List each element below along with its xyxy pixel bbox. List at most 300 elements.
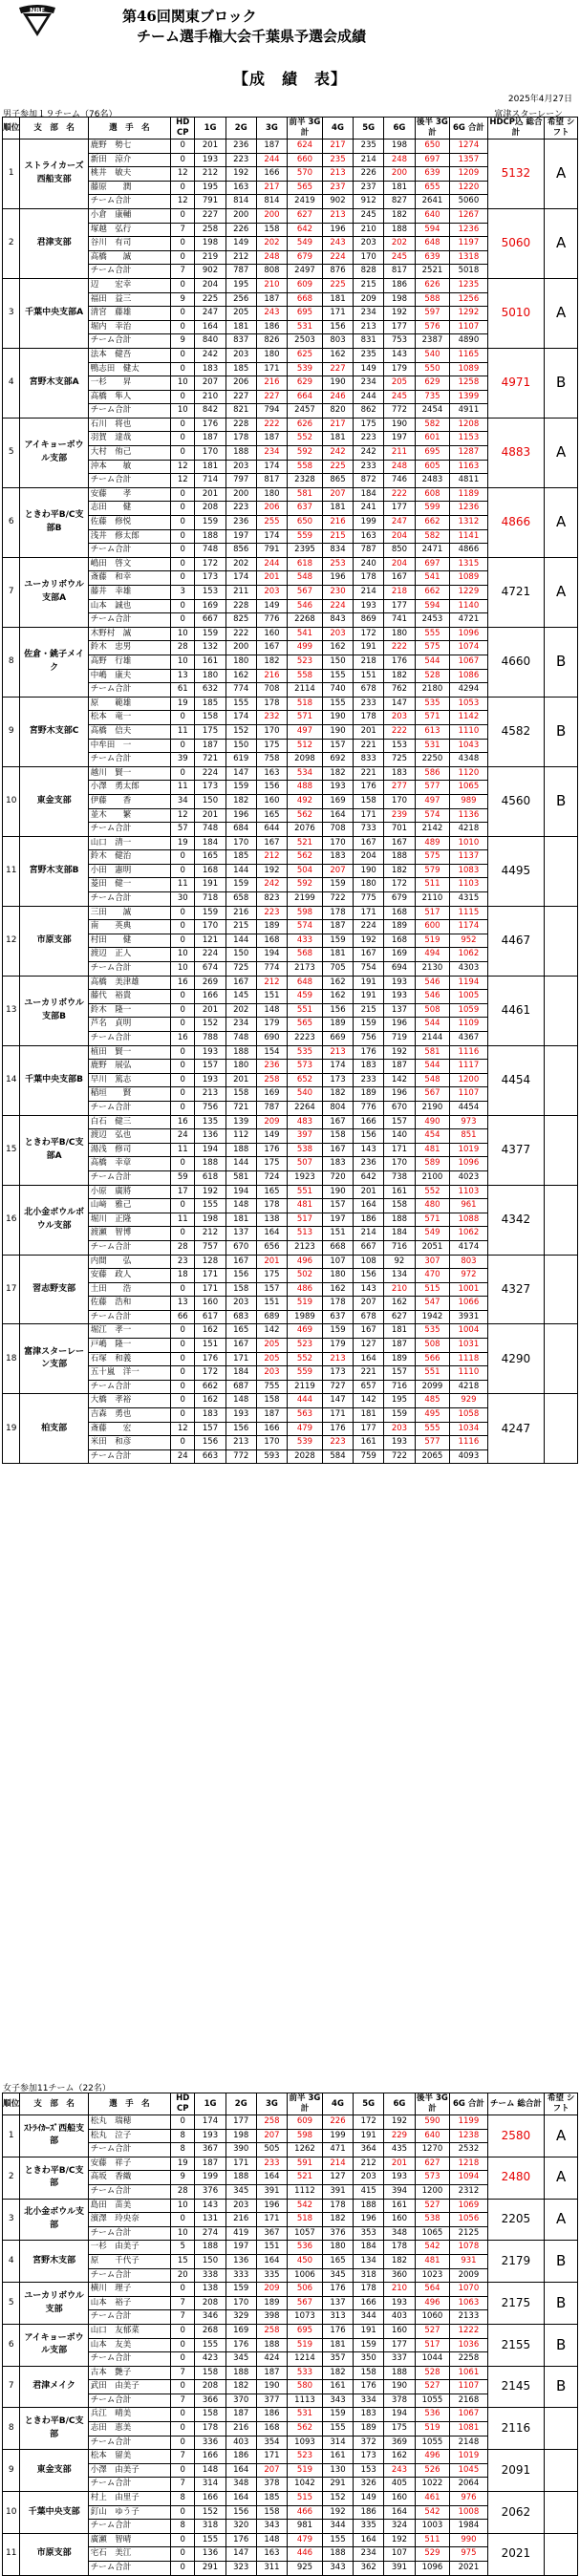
team-rank: 16	[3, 1185, 20, 1255]
score-cell: 233	[354, 460, 384, 474]
score-cell: 162	[322, 1282, 353, 1297]
score-cell: 1274	[450, 140, 487, 154]
score-cell: 243	[256, 307, 287, 321]
score-cell: 405	[384, 2478, 415, 2492]
score-cell: 180	[226, 655, 256, 669]
score-cell: 229	[384, 2129, 415, 2143]
team-grand-total: 2175	[487, 2283, 545, 2325]
score-cell: 242	[195, 348, 226, 362]
player-name: 吉森 勇也	[88, 1408, 170, 1423]
score-cell: 0	[171, 487, 195, 502]
col-header-branch: 支 部 名	[20, 2093, 88, 2115]
score-cell: 788	[195, 1032, 226, 1046]
score-cell: 0	[171, 2213, 195, 2227]
player-name: 藤原 潤	[88, 181, 170, 195]
score-cell: 181	[322, 2338, 353, 2352]
score-cell: 158	[195, 2366, 226, 2380]
score-cell: 216	[256, 669, 287, 683]
score-cell: 161	[354, 1436, 384, 1450]
team-rank: 13	[3, 976, 20, 1045]
score-cell: 461	[415, 2492, 450, 2506]
preferred-shift	[545, 976, 578, 1045]
score-cell: 527	[415, 2324, 450, 2338]
score-cell: 219	[195, 250, 226, 265]
col-header-g1: 1G	[195, 118, 226, 140]
score-cell: 161	[384, 1185, 415, 1199]
score-cell: 0	[171, 1436, 195, 1450]
score-cell: 167	[226, 1339, 256, 1353]
team-branch-name: 市原支部	[20, 2533, 88, 2575]
score-cell: 186	[384, 278, 415, 292]
score-cell: 181	[384, 1324, 415, 1339]
player-name: 法本 健吾	[88, 348, 170, 362]
score-cell: 176	[322, 2324, 353, 2338]
score-cell: 1067	[450, 2408, 487, 2422]
score-cell: 1107	[450, 1087, 487, 1102]
score-cell: 2395	[288, 544, 323, 558]
score-cell: 318	[354, 2268, 384, 2283]
score-cell: 203	[384, 1422, 415, 1436]
score-cell: 1083	[450, 864, 487, 878]
score-cell: 202	[226, 1003, 256, 1018]
score-cell: 162	[322, 348, 353, 362]
score-cell: 224	[195, 948, 226, 962]
score-cell: 565	[288, 181, 323, 195]
score-cell: 211	[226, 586, 256, 600]
score-cell: 552	[288, 432, 323, 446]
score-cell: 2532	[450, 2143, 487, 2157]
score-cell: 0	[171, 153, 195, 167]
score-cell: 639	[415, 250, 450, 265]
player-row	[3, 1394, 578, 1408]
score-cell: 662	[415, 586, 450, 600]
score-cell: 175	[354, 418, 384, 432]
score-cell: 274	[195, 2226, 226, 2241]
score-cell: 670	[226, 1240, 256, 1255]
score-cell: 424	[256, 2352, 287, 2367]
score-cell: 223	[226, 153, 256, 167]
score-cell: 594	[415, 223, 450, 237]
score-cell: 10	[171, 627, 195, 641]
player-name: チーム合計	[88, 334, 170, 349]
team-branch-name: アイキョーボウル支部	[20, 2324, 88, 2366]
score-cell: 121	[195, 934, 226, 948]
score-cell: 183	[354, 2408, 384, 2422]
score-cell: 136	[195, 2547, 226, 2562]
score-cell: 1058	[450, 1408, 487, 1423]
player-name: 小原 廣將	[88, 1185, 170, 1199]
team-branch-name: 佐倉・銚子メイク	[20, 627, 88, 697]
player-name: 鹿野 勢七	[88, 140, 170, 154]
score-cell: 147	[226, 2547, 256, 2562]
score-cell: 506	[288, 2283, 323, 2297]
score-cell: 1065	[415, 2226, 450, 2241]
score-cell: 182	[322, 2366, 353, 2380]
score-cell: 433	[288, 934, 323, 948]
score-cell: 1004	[450, 1324, 487, 1339]
col-header-total6: 6G 合計	[450, 118, 487, 140]
score-cell: 144	[226, 934, 256, 948]
score-cell: 206	[256, 502, 287, 516]
score-cell: 184	[384, 1227, 415, 1241]
team-rank: 3	[3, 278, 20, 348]
score-cell: 217	[322, 418, 353, 432]
score-cell: 171	[322, 307, 353, 321]
score-cell: 976	[450, 2492, 487, 2506]
score-cell: 192	[384, 307, 415, 321]
score-cell: 190	[322, 376, 353, 391]
score-cell: 1318	[450, 250, 487, 265]
score-cell: 377	[256, 2394, 287, 2408]
score-cell: 542	[415, 2241, 450, 2255]
score-cell: 576	[415, 320, 450, 334]
score-cell: 1109	[450, 1018, 487, 1032]
player-name: 佐藤 修悦	[88, 516, 170, 530]
score-cell: 570	[288, 167, 323, 182]
preferred-shift	[545, 2492, 578, 2534]
score-cell: 181	[226, 1213, 256, 1227]
score-cell: 148	[256, 2533, 287, 2547]
score-cell: 656	[256, 1240, 287, 1255]
score-cell: 828	[354, 265, 384, 279]
score-cell: 481	[415, 2254, 450, 2268]
score-cell: 605	[415, 460, 450, 474]
player-name: 羽賀 達哉	[88, 432, 170, 446]
score-cell: 856	[226, 544, 256, 558]
score-cell: 151	[195, 1339, 226, 1353]
score-cell: 167	[354, 1324, 384, 1339]
player-row	[3, 348, 578, 362]
score-cell: 171	[195, 1269, 226, 1283]
score-cell: 212	[256, 976, 287, 990]
women-results-table	[2, 2093, 578, 2576]
score-cell: 234	[354, 2547, 384, 2562]
score-cell: 179	[256, 1018, 287, 1032]
score-cell: 215	[322, 529, 353, 544]
score-cell: 4721	[450, 613, 487, 628]
score-cell: 196	[384, 1087, 415, 1102]
score-cell: 182	[384, 208, 415, 223]
score-cell: 1089	[450, 571, 487, 586]
score-cell: 233	[354, 1073, 384, 1087]
score-cell: 204	[384, 557, 415, 571]
score-cell: 391	[256, 2184, 287, 2199]
score-cell: 188	[195, 529, 226, 544]
score-cell: 618	[195, 1170, 226, 1185]
score-cell: 626	[288, 418, 323, 432]
score-cell: 167	[256, 641, 287, 655]
score-cell: 1086	[450, 669, 487, 683]
player-name: 中牟田 一	[88, 739, 170, 753]
player-name: 沖本 敏	[88, 460, 170, 474]
team-grand-total: 5060	[487, 208, 545, 278]
score-cell: 419	[226, 2226, 256, 2241]
score-cell: 182	[322, 766, 353, 781]
score-cell: 571	[415, 711, 450, 725]
score-cell: 221	[354, 766, 384, 781]
score-cell: 872	[354, 474, 384, 488]
score-cell: 244	[256, 153, 287, 167]
player-row	[3, 2199, 578, 2213]
col-header-g6: 6G	[384, 118, 415, 140]
player-name: 藤井 幸雄	[88, 586, 170, 600]
col-header-hdcp: HD CP	[171, 118, 195, 140]
score-cell: 791	[195, 195, 226, 209]
preferred-shift	[545, 1115, 578, 1185]
score-cell: 189	[384, 1352, 415, 1366]
score-cell: 16	[171, 976, 195, 990]
score-cell: 776	[256, 613, 287, 628]
score-cell: 931	[450, 2254, 487, 2268]
team-branch-name: ユーカリボウル支部B	[20, 976, 88, 1045]
score-cell: 687	[226, 1380, 256, 1394]
score-cell: 178	[226, 432, 256, 446]
score-cell: 137	[322, 2296, 353, 2310]
score-cell: 454	[415, 1129, 450, 1144]
score-cell: 446	[288, 2547, 323, 2562]
preferred-shift	[545, 1045, 578, 1115]
score-cell: 233	[354, 697, 384, 711]
score-cell: 695	[415, 446, 450, 461]
score-cell: 547	[415, 1297, 450, 1311]
score-cell: 140	[384, 1129, 415, 1144]
score-cell: 4093	[450, 1449, 487, 1464]
score-cell: 195	[226, 278, 256, 292]
team-grand-total: 2116	[487, 2408, 545, 2450]
col-header-g5: 5G	[354, 2093, 384, 2115]
score-cell: 323	[226, 2562, 256, 2576]
score-cell: 149	[226, 237, 256, 251]
score-cell: 725	[384, 753, 415, 767]
score-cell: 59	[171, 1170, 195, 1185]
score-cell: 555	[415, 627, 450, 641]
player-row	[3, 2324, 578, 2338]
score-cell: 720	[322, 1170, 353, 1185]
score-cell: 222	[226, 627, 256, 641]
score-cell: 11	[171, 724, 195, 739]
score-cell: 679	[384, 892, 415, 907]
score-cell: 169	[226, 2324, 256, 2338]
player-row	[3, 208, 578, 223]
score-cell: 563	[288, 1408, 323, 1423]
player-name: 堀内 幸治	[88, 320, 170, 334]
score-cell: 1262	[288, 2143, 323, 2157]
score-cell: 177	[384, 502, 415, 516]
player-row	[3, 278, 578, 292]
score-cell: 335	[256, 2268, 287, 2283]
score-cell: 338	[195, 2268, 226, 2283]
score-cell: 804	[322, 1101, 353, 1115]
score-cell: 158	[354, 2366, 384, 2380]
score-cell: 719	[384, 1032, 415, 1046]
score-cell: 246	[322, 390, 353, 404]
score-cell: 291	[195, 2562, 226, 2576]
player-name: 大村 侑己	[88, 446, 170, 461]
team-rank: 5	[3, 2283, 20, 2325]
team-rank: 4	[3, 2241, 20, 2283]
score-cell: 203	[354, 237, 384, 251]
player-name: 鈴木 忠男	[88, 641, 170, 655]
score-cell: 66	[171, 1310, 195, 1324]
score-cell: 10	[171, 962, 195, 977]
score-cell: 989	[450, 794, 487, 808]
score-cell: 320	[226, 2520, 256, 2534]
score-cell: 176	[226, 2338, 256, 2352]
score-cell: 850	[384, 544, 415, 558]
team-rank: 12	[3, 906, 20, 976]
score-cell: 663	[195, 1449, 226, 1464]
score-cell: 598	[288, 2129, 323, 2143]
score-cell: 169	[322, 794, 353, 808]
score-cell: 214	[354, 1227, 384, 1241]
score-cell: 496	[288, 1255, 323, 1269]
score-cell: 1267	[450, 208, 487, 223]
score-cell: 757	[195, 1240, 226, 1255]
score-cell: 357	[322, 2352, 353, 2367]
score-cell: 16	[171, 1032, 195, 1046]
score-cell: 567	[415, 1087, 450, 1102]
score-cell: 147	[226, 766, 256, 781]
score-cell: 668	[288, 292, 323, 307]
score-cell: 648	[415, 237, 450, 251]
score-cell: 166	[354, 2296, 384, 2310]
team-grand-total: 5010	[487, 278, 545, 348]
venue: 富津スターレーン	[494, 110, 563, 119]
score-cell: 787	[354, 544, 384, 558]
score-cell: 147	[384, 697, 415, 711]
player-name: 濱澤 玲央奈	[88, 2213, 170, 2227]
score-cell: 689	[256, 1310, 287, 1324]
score-cell: 171	[354, 808, 384, 823]
score-cell: 156	[226, 1269, 256, 1283]
score-cell: 1118	[450, 1352, 487, 1366]
score-cell: 148	[226, 1394, 256, 1408]
score-cell: 158	[256, 2505, 287, 2520]
score-cell: 28	[171, 641, 195, 655]
player-name: 兵江 晴美	[88, 2408, 170, 2422]
score-cell: 193	[195, 1073, 226, 1087]
score-cell: 961	[450, 1199, 487, 1213]
score-cell: 201	[384, 2157, 415, 2171]
player-name: 高野 行雄	[88, 655, 170, 669]
score-cell: 159	[384, 1408, 415, 1423]
score-cell: 30	[171, 892, 195, 907]
score-cell: 162	[322, 976, 353, 990]
score-cell: 831	[354, 334, 384, 349]
score-cell: 245	[354, 208, 384, 223]
score-cell: 574	[288, 920, 323, 934]
score-cell: 0	[171, 1380, 195, 1394]
score-cell: 4367	[450, 1032, 487, 1046]
score-cell: 185	[226, 850, 256, 865]
score-cell: 787	[226, 265, 256, 279]
score-cell: 190	[256, 2380, 287, 2394]
score-cell: 2471	[415, 544, 450, 558]
score-cell: 175	[256, 1269, 287, 1283]
score-cell: 2119	[288, 1380, 323, 1394]
score-cell: 1236	[450, 502, 487, 516]
score-cell: 151	[256, 990, 287, 1004]
score-cell: 1116	[450, 1436, 487, 1450]
score-cell: 172	[195, 557, 226, 571]
col-header-branch: 支 部 名	[20, 118, 88, 140]
player-name: 村田 健	[88, 934, 170, 948]
score-cell: 233	[256, 2157, 287, 2171]
player-name: 三田 誠	[88, 906, 170, 920]
score-cell: 168	[256, 2422, 287, 2436]
score-cell: 1942	[415, 1310, 450, 1324]
score-cell: 756	[354, 1032, 384, 1046]
score-cell: 2125	[450, 2226, 487, 2241]
score-cell: 159	[195, 516, 226, 530]
score-cell: 1214	[288, 2352, 323, 2367]
score-cell: 1923	[288, 1170, 323, 1185]
score-cell: 212	[195, 1227, 226, 1241]
score-cell: 7	[171, 2394, 195, 2408]
score-cell: 2144	[415, 1032, 450, 1046]
score-cell: 167	[322, 1115, 353, 1129]
score-cell: 529	[415, 2547, 450, 2562]
score-cell: 17	[171, 1185, 195, 1199]
score-cell: 629	[288, 376, 323, 391]
score-cell: 224	[354, 920, 384, 934]
score-cell: 627	[415, 2157, 450, 2171]
score-cell: 345	[226, 2352, 256, 2367]
score-cell: 0	[171, 2380, 195, 2394]
score-cell: 471	[322, 2143, 353, 2157]
score-cell: 158	[384, 1199, 415, 1213]
score-cell: 191	[354, 990, 384, 1004]
score-cell: 206	[226, 376, 256, 391]
score-cell: 664	[288, 390, 323, 404]
player-name: チーム合計	[88, 1170, 170, 1185]
player-name: 内間 弘	[88, 1255, 170, 1269]
score-cell: 199	[195, 2171, 226, 2185]
preferred-shift	[545, 2533, 578, 2575]
player-row	[3, 1185, 578, 1199]
score-cell: 177	[384, 599, 415, 613]
score-cell: 180	[256, 348, 287, 362]
score-cell: 4315	[450, 892, 487, 907]
score-cell: 217	[256, 181, 287, 195]
score-cell: 243	[322, 237, 353, 251]
score-cell: 216	[226, 906, 256, 920]
score-cell: 180	[256, 487, 287, 502]
score-cell: 1055	[415, 2394, 450, 2408]
score-cell: 10	[171, 948, 195, 962]
score-cell: 2148	[450, 2436, 487, 2450]
score-cell: 182	[226, 2380, 256, 2394]
score-cell: 550	[415, 362, 450, 376]
score-cell: 162	[384, 1297, 415, 1311]
team-rank: 15	[3, 1115, 20, 1185]
score-cell: 167	[256, 836, 287, 850]
score-cell: 497	[415, 794, 450, 808]
player-name: 米田 和彦	[88, 1436, 170, 1450]
score-cell: 0	[171, 1324, 195, 1339]
score-cell: 178	[256, 1199, 287, 1213]
score-cell: 188	[226, 1143, 256, 1157]
score-cell: 344	[354, 2310, 384, 2325]
score-cell: 7	[171, 2366, 195, 2380]
player-name: チーム合計	[88, 823, 170, 837]
score-cell: 201	[256, 571, 287, 586]
score-cell: 444	[288, 1394, 323, 1408]
preferred-shift: A	[545, 278, 578, 348]
score-cell: 160	[384, 2213, 415, 2227]
player-name: 鴨志田 健太	[88, 362, 170, 376]
team-rank: 14	[3, 1045, 20, 1115]
